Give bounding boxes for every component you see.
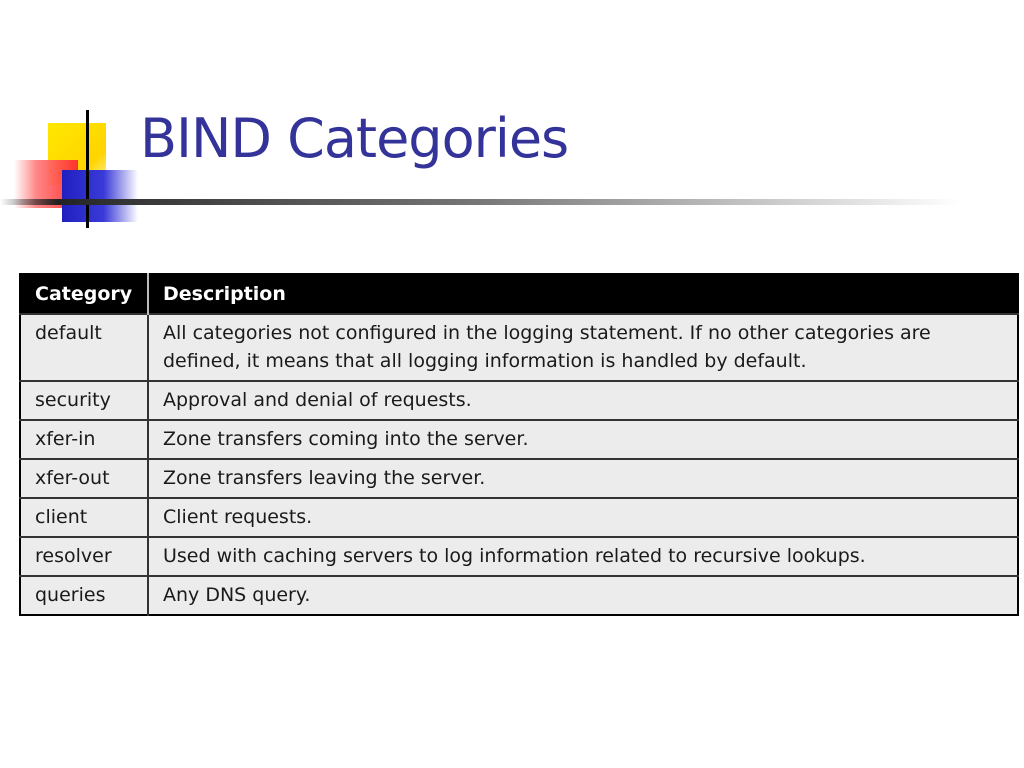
cell-description: Zone transfers coming into the server. [148, 420, 1018, 459]
decorative-logo [0, 100, 150, 240]
header-category: Category [20, 274, 148, 314]
cell-category: queries [20, 576, 148, 615]
cell-description: Client requests. [148, 498, 1018, 537]
cell-description: Any DNS query. [148, 576, 1018, 615]
table-row [20, 459, 1018, 498]
table-row [20, 314, 1018, 381]
cell-category: security [20, 381, 148, 420]
cell-category: client [20, 498, 148, 537]
table-row [20, 576, 1018, 615]
cell-description: All categories not configured in the logging statement. If no other categories are defined, it means that all logging information is handled by default. [148, 314, 1018, 381]
cell-category: xfer-in [20, 420, 148, 459]
table-row [20, 537, 1018, 576]
cell-description: Used with caching servers to log information related to recursive lookups. [148, 537, 1018, 576]
slide-title: BIND Categories [140, 107, 569, 170]
header-description: Description [148, 274, 1018, 314]
cell-description: Approval and denial of requests. [148, 381, 1018, 420]
cell-category: xfer-out [20, 459, 148, 498]
categories-table [19, 273, 1019, 616]
title-underline [0, 199, 960, 205]
vertical-line [86, 110, 89, 228]
blue-square [62, 170, 138, 222]
table-header-row [20, 274, 1018, 314]
table-row [20, 498, 1018, 537]
table-row [20, 420, 1018, 459]
cell-category: default [20, 314, 148, 381]
cell-description: Zone transfers leaving the server. [148, 459, 1018, 498]
table-row [20, 381, 1018, 420]
cell-category: resolver [20, 537, 148, 576]
